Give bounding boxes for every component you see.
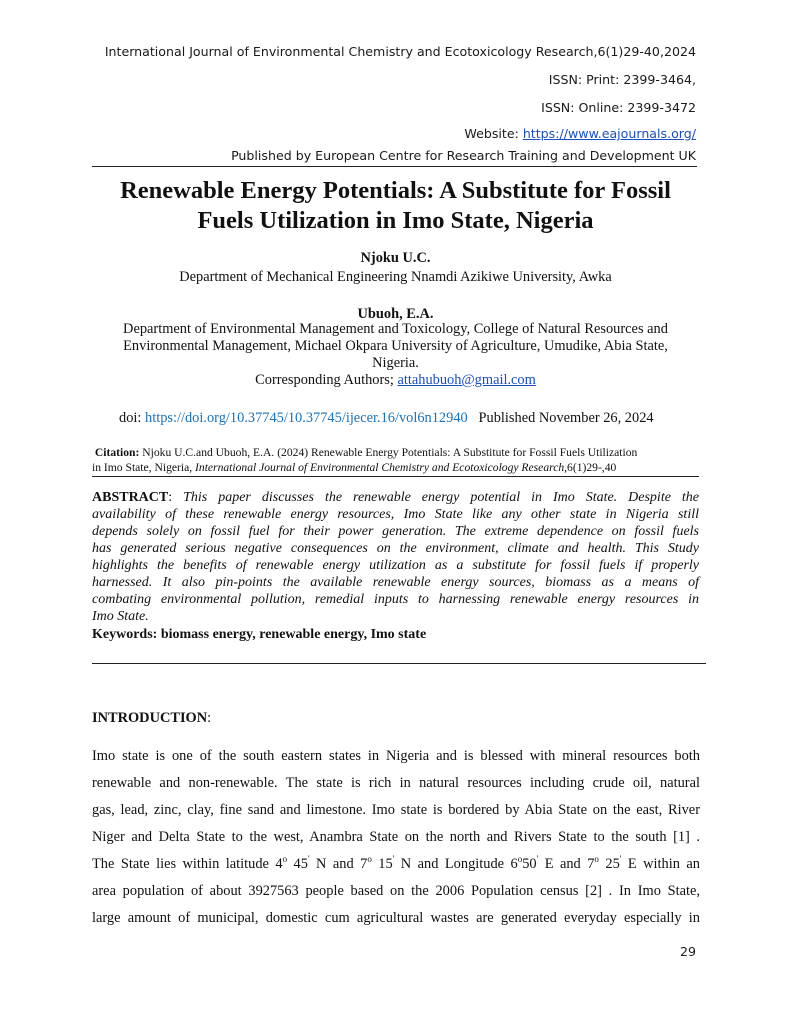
title-line-2: Fuels Utilization in Imo State, Nigeria [197, 207, 594, 234]
paper-title [0, 176, 791, 236]
abstract-line-2: availability of these renewable energy resources, Imo State like any other state in Nigeria still [92, 507, 699, 522]
corresponding-label: Corresponding Authors; [255, 372, 398, 388]
doi-line [119, 410, 654, 427]
intro-line-3: gas, lead, zinc, clay, fine sand and limestone. Imo state is bordered by Abia State on the east, River [92, 802, 700, 818]
abstract-line-1: ABSTRACT: This paper discusses the renewable energy potential in Imo State. Despite the [92, 490, 700, 505]
corresponding-email[interactable]: attahubuoh@gmail.com [397, 372, 536, 388]
affiliation-line-1: Department of Environmental Management and Toxicology, College of Natural Resources and [123, 321, 668, 337]
author-2-name: Ubuoh, E.A. [357, 306, 434, 322]
issn-print: ISSN: Print: 2399-3464, [548, 72, 696, 87]
intro-line-2: renewable and non-renewable. The state is rich in natural resources including crude oil, natural [92, 775, 700, 791]
abstract-label: ABSTRACT [92, 490, 169, 505]
keywords-list: biomass energy, renewable energy, Imo state [160, 627, 427, 642]
intro-line-1: Imo state is one of the south eastern states in Nigeria and is blessed with mineral resources both [92, 748, 700, 764]
affiliation-line-3: Nigeria. [372, 355, 419, 371]
affiliation-line-2: Environmental Management, Michael Okpara University of Agriculture, Umudike, Abia State, [123, 338, 668, 354]
website-label: Website: [464, 126, 523, 141]
abstract-rule [92, 663, 706, 664]
citation-label: Citation: [94, 446, 140, 459]
author-1-name: Njoku U.C. [360, 250, 431, 266]
website-line [464, 126, 696, 141]
citation-line-1: Citation: Njoku U.C.and Ubuoh, E.A. (2024) Renewable Energy Potentials: A Substitute for Fossil Fuels Utilization [94, 446, 638, 459]
title-line-1: Renewable Energy Potentials: A Substitute for Fossil [120, 177, 671, 204]
author-2-affiliation [0, 321, 791, 389]
published-date: Published November 26, 2024 [478, 410, 654, 426]
intro-line-6: area population of about 3927563 people based on the 2006 Population census [2] . In Imo State, [92, 883, 700, 899]
doi-label: doi: [119, 410, 145, 426]
citation-block [92, 446, 699, 475]
keywords-line: Keywords: biomass energy, renewable energy, Imo state [92, 627, 427, 642]
author-1-affiliation: Department of Mechanical Engineering Nnamdi Azikiwe University, Awka [179, 269, 612, 285]
issn-online: ISSN: Online: 2399-3472 [541, 100, 696, 115]
abstract-line-8: Imo State. [92, 609, 149, 624]
abstract-line-5: highlights the benefits of renewable energy utilization as a substitute for fossil fuels if properly [92, 558, 699, 573]
intro-line-7: large amount of municipal, domestic cum agricultural wastes are generated everyday especially in [92, 910, 700, 926]
intro-line-5: The State lies within latitude 4$^o$ 45' N and 7$^o$ 15' N and Longitude 6$^o$50' E and 7$^o$ 25' E within an [92, 854, 700, 872]
doi-link[interactable]: https://doi.org/10.37745/10.37745/ijecer.16/vol6n12940 [145, 410, 468, 426]
keywords-label: Keywords [92, 627, 153, 642]
citation-line-2: in Imo State, Nigeria, International Journal of Environmental Chemistry and Ecotoxicology Research,6(1)29-,40 [92, 460, 617, 474]
citation-rule [92, 476, 699, 477]
journal-header: International Journal of Environmental Chemistry and Ecotoxicology Research,6(1)29-40,2024 [104, 44, 696, 59]
abstract-line-3: depends solely on fossil fuel for their power generation. The extreme dependence on fossil fuels [92, 524, 699, 539]
website-link[interactable]: https://www.eajournals.org/ [522, 126, 696, 141]
page-number: 29 [679, 944, 696, 959]
abstract-line-7: combating environmental pollution, remedial inputs to harnessing renewable energy resources in [92, 592, 699, 607]
publisher-line: Published by European Centre for Research Training and Development UK [231, 148, 696, 163]
header-rule [92, 166, 697, 167]
abstract-line-6: harnessed. It also pin-points the available renewable energy sources, biomass as a means of [92, 575, 699, 590]
introduction-heading: INTRODUCTION: [92, 710, 212, 726]
abstract-line-4: has generated serious negative consequences on the environment, climate and health. This Study [92, 541, 699, 556]
citation-journal: International Journal of Environmental Chemistry and Ecotoxicology Research [195, 460, 565, 474]
corresponding-authors [0, 372, 791, 389]
intro-line-4: Niger and Delta State to the west, Anambra State on the north and Rivers State to the south [1] . [92, 829, 700, 845]
